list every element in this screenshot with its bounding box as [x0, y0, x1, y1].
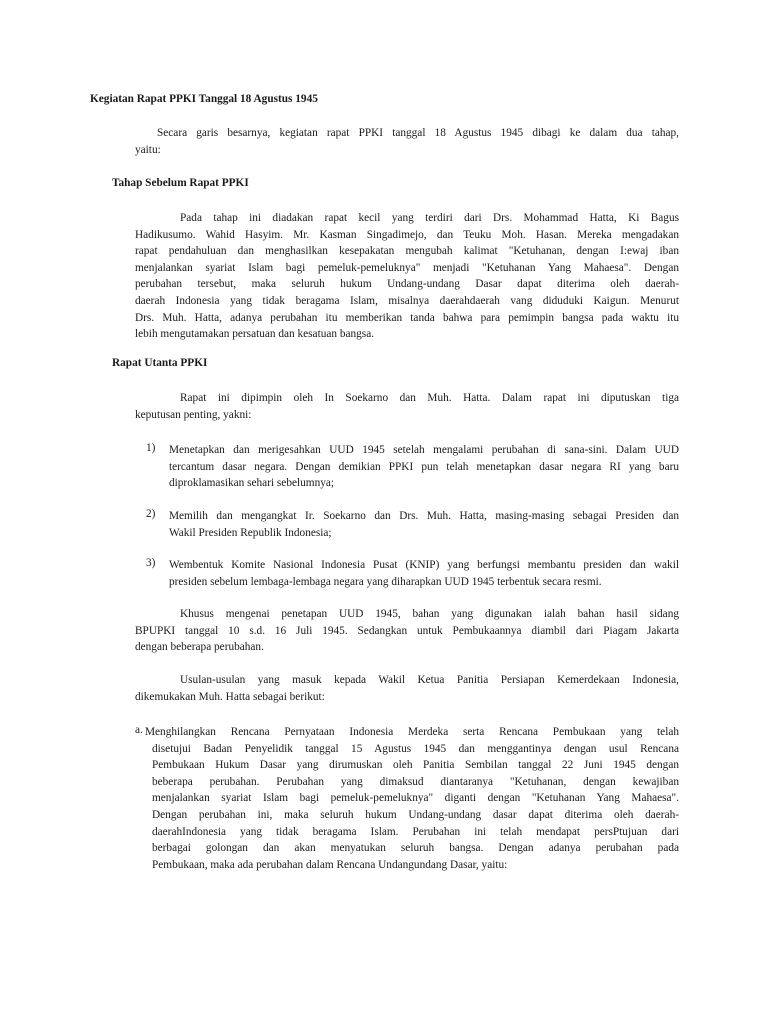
- text-line: Wembentuk Komite Nasional Indonesia Pusat (KNIP) yang berfungsi membantu presiden dan wakil: [169, 559, 679, 571]
- text-line: menjalankan syariat Islam bagi pemeluk-pemeluknya" diganti dengan "Ketuhanan Yang Mahaesa".: [152, 792, 679, 805]
- text-line: daerahIndonesia yang tidak beragama Islam. Perubahan ini telah mendapat persPtujuan dari: [152, 825, 679, 838]
- list-item-text: [145, 724, 679, 873]
- paragraph-khusus: [135, 606, 679, 656]
- section-heading-rapat-utama: Rapat Utanta PPKI: [112, 357, 208, 369]
- list-letter: a.: [135, 724, 143, 736]
- text-line: Usulan-usulan yang masuk kepada Wakil Ketua Panitia Persiapan Kemerdekaan Indonesia,: [180, 674, 679, 686]
- text-line: Memilih dan mengangkat Ir. Soekarno dan Drs. Muh. Hatta, masing-masing sebagai Presiden dan: [169, 510, 679, 522]
- text-line: Pembukaan, maka ada perubahan dalam Rencana Undangundang Dasar, yaitu:: [152, 858, 508, 871]
- text-line: dengan beberapa perubahan.: [135, 641, 264, 654]
- text-line: Dengan perubahan ini, maka seluruh hukum Undang-undang dasar dapat diterima oleh daerah-: [152, 808, 679, 821]
- text-line: diproklamasikan sehari sebelumnya;: [169, 477, 335, 490]
- text-line: keputusan penting, yakni:: [135, 408, 252, 421]
- text-line: Menetapkan dan merigesahkan UUD 1945 setelah mengalami perubahan di sana-sini. Dalam UUD: [169, 444, 679, 456]
- list-item-text: [169, 508, 679, 541]
- text-line: dikemukakan Muh. Hatta sebagai berikut:: [135, 690, 325, 703]
- text-line: Drs. Muh. Hatta, adanya perubahan itu memberikan tanda bahwa para pemimpin bangsa pada waktu itu: [135, 311, 679, 324]
- list-item-2: [146, 508, 679, 541]
- text-line: Khusus mengenai penetapan UUD 1945, bahan yang digunakan ialah bahan hasil sidang: [180, 608, 679, 620]
- paragraph-usulan: [135, 672, 679, 705]
- list-item-3: [146, 557, 679, 590]
- list-number: 2): [146, 508, 156, 520]
- text-line: Menghilangkan Rencana Pernyataan Indonesia Merdeka serta Rencana Pembukaan yang telah: [145, 726, 679, 738]
- list-item-a: [135, 724, 679, 873]
- text-line: BPUPKI tanggal 10 s.d. 16 Juli 1945. Sedangkan untuk Pembukaannya diambil dari Piagam Jakarta: [135, 624, 679, 637]
- intro-paragraph: [135, 125, 679, 158]
- text-line: rapat pendahuluan dan menghasilkan kesepakatan mengubah kalimat "Ketuhanan, dengan I:ewaj iban: [135, 245, 679, 258]
- text-line: presiden sebelum lembaga-lembaga negara yang diharapkan UUD 1945 terbentuk secara resmi.: [169, 575, 602, 588]
- list-number: 3): [146, 557, 156, 569]
- text-line: Secara garis besarnya, kegiatan rapat PPKI tanggal 18 Agustus 1945 dibagi ke dalam dua tahap,: [157, 127, 679, 139]
- text-line: Wakil Presiden Republik Indonesia;: [169, 526, 332, 539]
- text-line: Hadikusumo. Wahid Hasyim. Mr. Kasman Singadimejo, dan Teuku Moh. Hasan. Mereka mengadakan: [135, 228, 679, 241]
- text-line: berbagai golongan dan akan menyatukan seluruh bangsa. Dengan adanya perubahan pada: [152, 842, 679, 855]
- list-item-text: [169, 442, 679, 492]
- text-line: daerah Indonesia yang tidak beragama Islam, misalnya daerahdaerah vang diduduki Kaigun. Menurut: [135, 294, 679, 307]
- section1-paragraph: [135, 210, 679, 343]
- text-line: lebih mengutamakan persatuan dan kesatuan bangsa.: [135, 328, 375, 341]
- list-number: 1): [146, 442, 156, 454]
- list-item-text: [169, 557, 679, 590]
- text-line: Pada tahap ini diadakan rapat kecil yang terdiri dari Drs. Mohammad Hatta, Ki Bagus: [180, 212, 679, 224]
- text-line: beberapa perubahan. Perubahan yang dimaksud diantaranya "Ketuhanan, dengan kewajiban: [152, 775, 679, 788]
- text-line: yaitu:: [135, 143, 161, 156]
- section2-paragraph: [135, 390, 679, 423]
- text-line: tercantum dasar negara. Dengan demikian PPKI pun telah menetapkan dasar negara RI yang baru: [169, 460, 679, 473]
- text-line: Rapat ini dipimpin oleh In Soekarno dan Muh. Hatta. Dalam rapat ini diputuskan tiga: [180, 392, 679, 404]
- list-item-1: [146, 442, 679, 492]
- text-line: menjalankan syariat Islam bagi pemeluk-pemeluknya" menjadi "Ketuhanan Yang Mahaesa". Dengan: [135, 261, 679, 274]
- document-title: Kegiatan Rapat PPKI Tanggal 18 Agustus 1945: [90, 93, 318, 105]
- section-heading-tahap-sebelum: Tahap Sebelum Rapat PPKI: [112, 177, 249, 189]
- text-line: Pembukaan Hukum Dasar yang dirumuskan oleh Panitia Sembilan tanggal 22 Juni 1945 dengan: [152, 759, 679, 772]
- text-line: disetujui Badan Penyelidik tanggal 15 Agustus 1945 dan menggantinya dengan usul Rencana: [152, 742, 679, 755]
- text-line: perubahan tersebut, maka seluruh hukum Undang-undang Dasar dapat diterima oleh daerah-: [135, 278, 679, 291]
